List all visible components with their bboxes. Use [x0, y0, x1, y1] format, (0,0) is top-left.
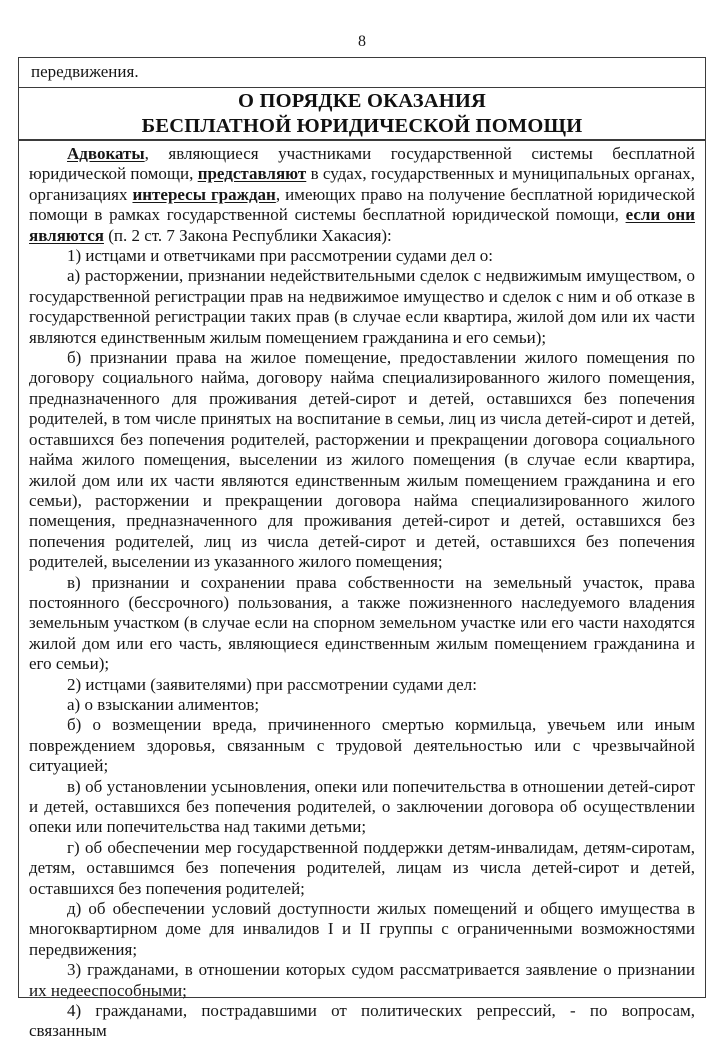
body-paragraph: б) о возмещении вреда, причиненного смертью кормильца, увечьем или иным повреждением здоровья, связанным с трудовой деятельностью или с чрезвычайной ситуацией; [29, 715, 695, 776]
body-paragraph: в) признании и сохранении права собственности на земельный участок, права постоянного (бессрочного) пользования, а также пожизненного наследуемого владения земельным участком (в случае если на спорном земельном участке или его части находятся жилой дом или его часть, являющиеся единственным жилым помещением гражданина и его семьи); [29, 572, 695, 674]
intro-text-segment: (п. 2 ст. 7 Закона Республики Хакасия): [103, 225, 392, 245]
intro-text-segment: , являющиеся участниками государственной системы бесплатной юридической помощи, [29, 144, 695, 184]
body-paragraph: д) об обеспечении условий доступности жилых помещений и общего имущества в многоквартирном доме для инвалидов I и II группы с ограниченными возможностями передвижения; [29, 899, 695, 959]
continuation-section [19, 58, 705, 88]
body-paragraph: 4) гражданами, пострадавшими от политических репрессий, - по вопросам, связанным [29, 1001, 695, 1041]
body-paragraph: 3) гражданами, в отношении которых судом рассматривается заявление о признании их недееспособными; [29, 960, 695, 1000]
body-paragraph: г) об обеспечении мер государственной поддержки детям-инвалидам, детям-сиротам, детям, оставшимся без попечения родителей, лицам из числа детей-сирот и детей, оставшихся без попечения родителей; [29, 837, 695, 898]
intro-text-segment: в судах, государственных и муниципальных органах, организациях [29, 164, 695, 204]
body-section [19, 141, 705, 1041]
body-paragraph: а) расторжении, признании недействительными сделок с недвижимым имуществом, о государственной регистрации прав на недвижимое имущество и сделок с ним и об отказе в государственной регистрации таких прав (в случае если квартира, жилой дом или их части являются единственным жилым помещением гражданина и его семьи); [29, 266, 695, 347]
continuation-text: передвижения. [31, 62, 139, 81]
emphasized-term: Адвокаты [67, 144, 145, 163]
intro-text-segment: , имеющих право на получение бесплатной юридической помощи в рамках государственной системы бесплатной юридической помощи, [29, 184, 695, 225]
page-number: 8 [358, 33, 366, 50]
body-paragraph: 2) истцами (заявителями) при рассмотрении судами дел: [67, 674, 477, 694]
emphasized-term: интересы граждан [132, 184, 276, 204]
body-paragraph: в) об установлении усыновления, опеки или попечительства в отношении детей-сирот и детей, оставшихся без попечения родителей, о заключении договора об осуществлении опеки или попечительства над такими детьми; [29, 776, 695, 837]
body-paragraph: а) о взыскании алиментов; [67, 694, 260, 714]
title-section [19, 88, 705, 141]
body-paragraph: 1) истцами и ответчиками при рассмотрении судами дел о: [67, 246, 494, 266]
document-title-line1: О ПОРЯДКЕ ОКАЗАНИЯ [237, 90, 487, 112]
body-paragraph: б) признании права на жилое помещение, предоставлении жилого помещения по договору социального найма, договору найма специализированного жилого помещения, предназначенного для проживания детей-сирот и детей, оставшихся без попечения родителей, в том числе принятых на воспитание в семьи, лиц из числа детей-сирот и детей, оставшихся без попечения родителей, расторжении и прекращении договора социального найма жилого помещения, выселении из жилого помещения (в случае если квартира, жилой дом или их части являются единственным жилым помещением гражданина и его семьи), расторжении и прекращении договора найма специализированного жилого помещения, предназначенного для проживания детей-сирот и детей, оставшихся без попечения родителей, лиц из числа детей-сирот и детей, оставшихся без попечения родителей, выселении из указанного жилого помещения; [29, 348, 695, 572]
document-frame [18, 57, 706, 1041]
body-paragraphs [29, 246, 695, 1042]
emphasized-term: если они являются [29, 205, 695, 245]
intro-paragraph [29, 144, 695, 246]
emphasized-term: представляют [197, 164, 307, 184]
document-title-line2: БЕСПЛАТНОЙ ЮРИДИЧЕСКОЙ ПОМОЩИ [141, 114, 583, 137]
